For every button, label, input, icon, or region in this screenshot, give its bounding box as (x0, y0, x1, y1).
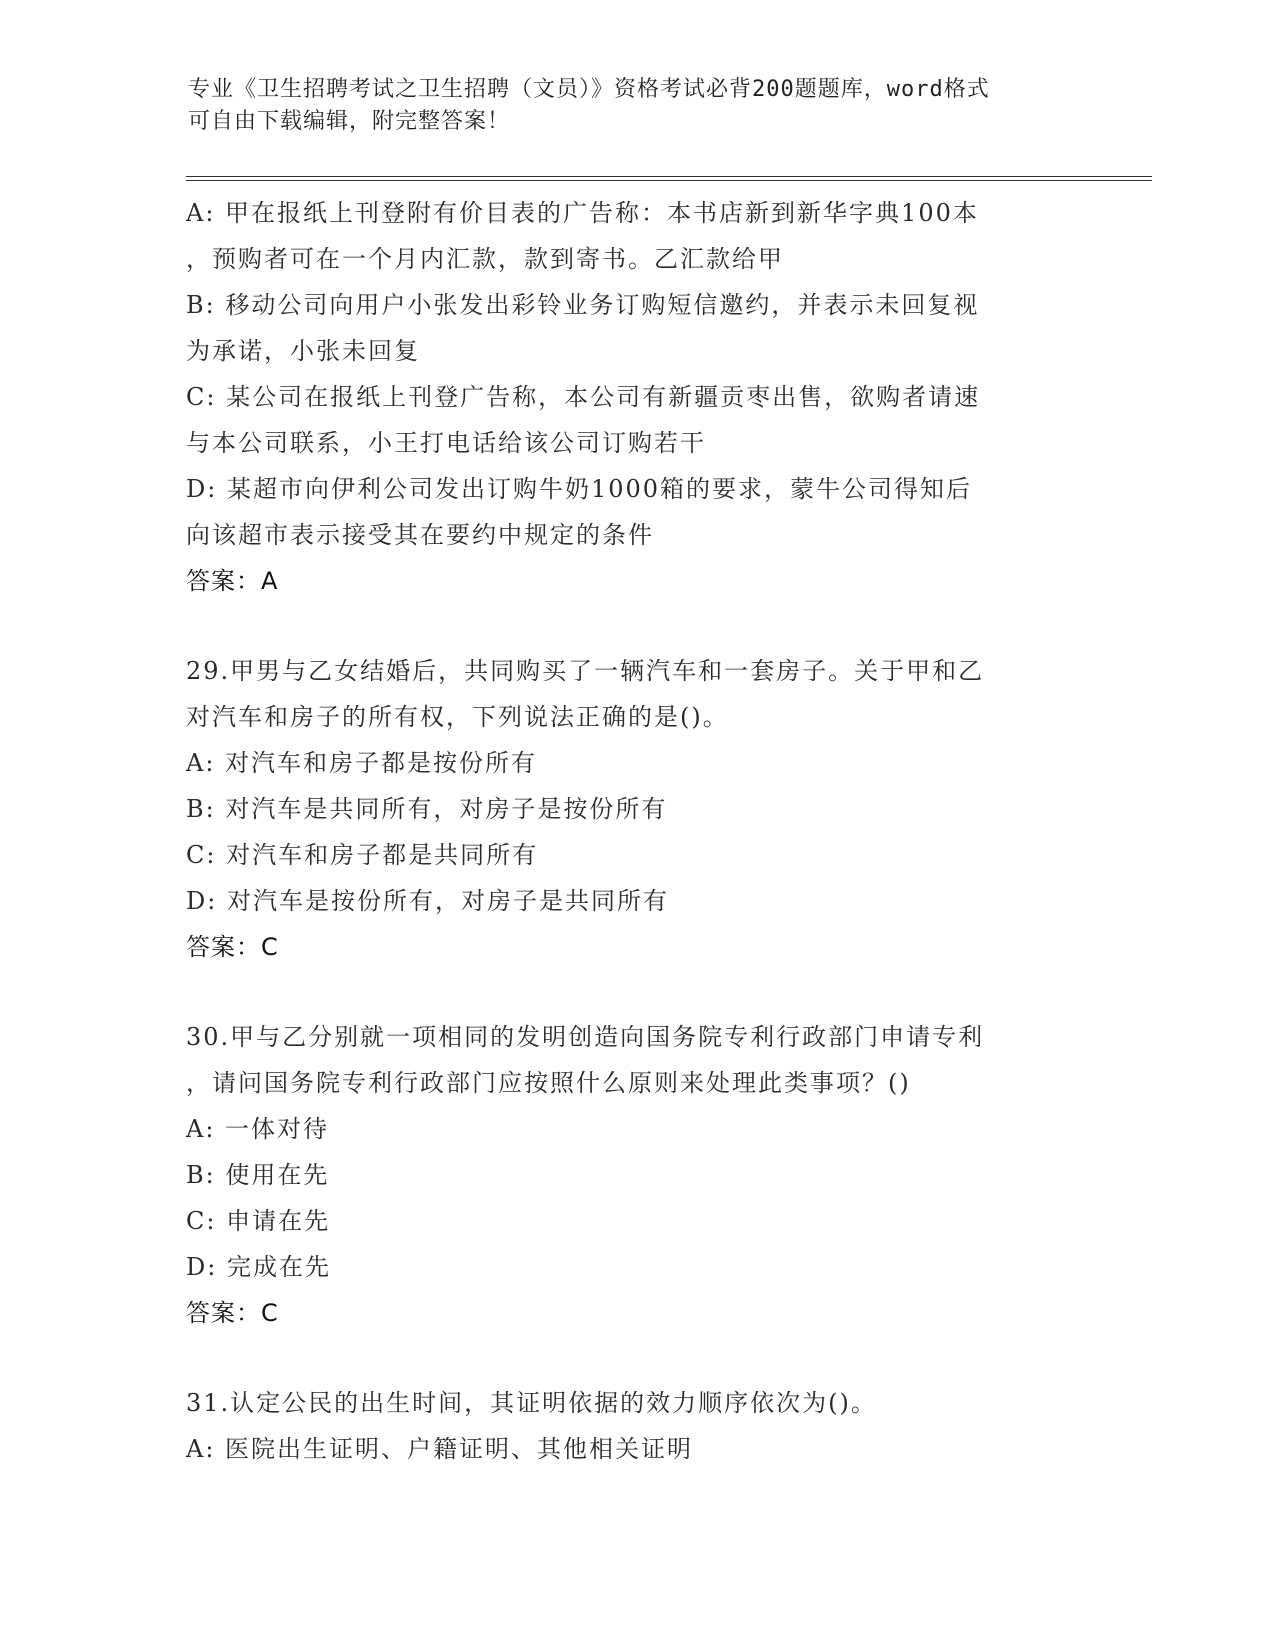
question-stem: 29.甲男与乙女结婚后，共同购买了一辆汽车和一套房子。关于甲和乙 (186, 657, 985, 685)
spacer (186, 970, 1086, 1014)
option-line: C: 对汽车和房子都是共同所有 (186, 841, 539, 869)
option-line: B: 对汽车是共同所有，对房子是按份所有 (186, 795, 668, 823)
header-line-1: 专业《卫生招聘考试之卫生招聘（文员）》资格考试必背200题题库，word格式 (188, 77, 990, 102)
spacer (186, 604, 1086, 648)
answer-line: 答案：A (186, 567, 279, 595)
question-31 (186, 1380, 1086, 1472)
question-stem: ，请问国务院专利行政部门应按照什么原则来处理此类事项？() (186, 1069, 911, 1097)
option-line: C: 申请在先 (186, 1207, 331, 1235)
option-line: ，预购者可在一个月内汇款，款到寄书。乙汇款给甲 (186, 245, 784, 273)
answer-line: 答案：C (186, 933, 279, 961)
header-line-2: 可自由下载编辑，附完整答案！ (188, 109, 511, 134)
question-29 (186, 648, 1086, 970)
option-line: A: 医院出生证明、户籍证明、其他相关证明 (186, 1435, 694, 1463)
question-stem: 31.认定公民的出生时间，其证明依据的效力顺序依次为()。 (186, 1389, 877, 1417)
question-content (186, 190, 1086, 1472)
option-line: D: 完成在先 (186, 1253, 331, 1281)
header-divider (186, 176, 1152, 181)
option-line: 为承诺，小张未回复 (186, 337, 420, 365)
option-line: 向该超市表示接受其在要约中规定的条件 (186, 521, 654, 549)
document-header (188, 74, 1068, 138)
question-stem: 30.甲与乙分别就一项相同的发明创造向国务院专利行政部门申请专利 (186, 1023, 985, 1051)
answer-line: 答案：C (186, 1299, 279, 1327)
question-stem: 对汽车和房子的所有权，下列说法正确的是()。 (186, 703, 729, 731)
option-line: D: 对汽车是按份所有，对房子是共同所有 (186, 887, 669, 915)
option-line: 与本公司联系，小王打电话给该公司订购若干 (186, 429, 706, 457)
option-line: A: 甲在报纸上刊登附有价目表的广告称：本书店新到新华字典100本 (186, 199, 979, 227)
option-line: A: 对汽车和房子都是按份所有 (186, 749, 538, 777)
prev-question-block (186, 190, 1086, 604)
option-line: A: 一体对待 (186, 1115, 330, 1143)
option-line: C: 某公司在报纸上刊登广告称，本公司有新疆贡枣出售，欲购者请速 (186, 383, 981, 411)
spacer (186, 1336, 1086, 1380)
option-line: D: 某超市向伊利公司发出订购牛奶1000箱的要求，蒙牛公司得知后 (186, 475, 973, 503)
option-line: B: 使用在先 (186, 1161, 330, 1189)
question-30 (186, 1014, 1086, 1336)
option-line: B: 移动公司向用户小张发出彩铃业务订购短信邀约，并表示未回复视 (186, 291, 980, 319)
